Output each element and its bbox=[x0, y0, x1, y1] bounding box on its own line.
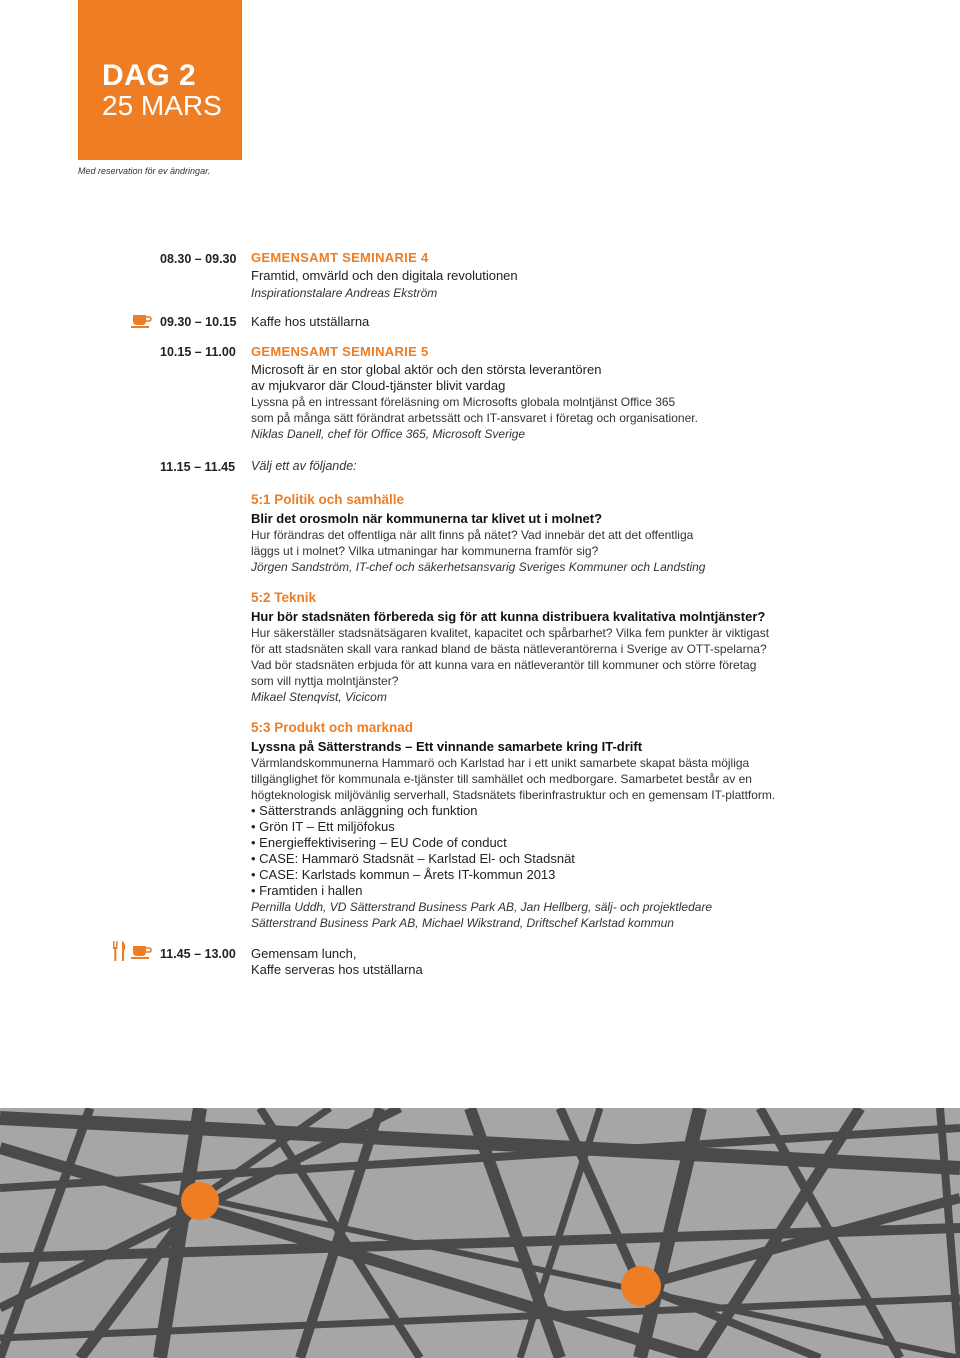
track-5-2-desc-1: Hur säkerställer stadsnätsägaren kvalitet, kapacitet och spårbarhet? Vilka fem punkter är viktigast bbox=[251, 626, 770, 640]
track-5-3-question: Lyssna på Sätterstrands – Ett vinnande samarbete kring IT-drift bbox=[251, 739, 643, 754]
track-5-1-desc-1: Hur förändras det offentliga när allt finns på nätet? Vad innebär det att det offentliga bbox=[251, 528, 694, 542]
track-5-3-speaker-1: Pernilla Uddh, VD Sätterstrand Business Park AB, Jan Hellberg, sälj- och projektledare bbox=[251, 900, 713, 914]
track-5-3-desc-3: högteknologisk miljövänlig serverhall, Stadsnätets fiberinfrastruktur och en gemensam IT-plattform. bbox=[251, 788, 776, 802]
track-5-3-desc-2: tillgänglighet för kommunala e-tjänster till samhället och medborgare. Samarbetet består av en bbox=[251, 772, 752, 786]
day-date: 25 MARS bbox=[102, 90, 222, 121]
track-5-1-question: Blir det orosmoln när kommunerna tar klivet ut i molnet? bbox=[251, 511, 603, 526]
track-5-1-speaker: Jörgen Sandström, IT-chef och säkerhetsansvarig Sveriges Kommuner och Landsting bbox=[251, 560, 706, 574]
lunch-text-1: Gemensam lunch, bbox=[251, 946, 357, 961]
choose-text: Välj ett av följande: bbox=[251, 459, 357, 473]
time-s4: 08.30 – 09.30 bbox=[160, 252, 237, 266]
track-5-2-desc-4: som vill nyttja molntjänster? bbox=[251, 674, 399, 688]
reservation-note: Med reservation för ev ändringar. bbox=[78, 166, 211, 176]
track-5-2-question: Hur bör stadsnäten förbereda sig för att kunna distribuera kvalitativa molntjänster? bbox=[251, 609, 766, 624]
choose-one bbox=[251, 458, 931, 474]
day-header-box bbox=[78, 0, 242, 160]
track-5-3-bullet: • Framtiden i hallen bbox=[251, 883, 363, 898]
track-5-3-bullet: • CASE: Hammarö Stadsnät – Karlstad El- och Stadsnät bbox=[251, 851, 575, 866]
track-5-3 bbox=[251, 719, 931, 931]
seminar-4-title: GEMENSAMT SEMINARIE 4 bbox=[251, 250, 429, 265]
lunch-text-2: Kaffe serveras hos utställarna bbox=[251, 962, 423, 977]
seminar-5 bbox=[251, 344, 931, 442]
network-graphic bbox=[0, 1108, 960, 1358]
track-5-1-title: 5:1 Politik och samhälle bbox=[251, 492, 405, 507]
track-5-2 bbox=[251, 589, 931, 705]
track-5-1-desc-2: läggs ut i molnet? Vilka utmaningar har kommunerna framför sig? bbox=[251, 544, 599, 558]
track-5-2-speaker: Mikael Stenqvist, Vicicom bbox=[251, 690, 387, 704]
track-5-3-bullet: • Sätterstrands anläggning och funktion bbox=[251, 803, 478, 818]
coffee-cup-icon bbox=[131, 944, 153, 960]
seminar-5-subtitle-1: Microsoft är en stor global aktör och den största leverantören bbox=[251, 362, 602, 377]
day-title: DAG 2 bbox=[102, 59, 197, 92]
time-choose: 11.15 – 11.45 bbox=[160, 460, 236, 474]
track-5-2-title: 5:2 Teknik bbox=[251, 590, 317, 605]
track-5-3-bullet: • CASE: Karlstads kommun – Årets IT-kommun 2013 bbox=[251, 867, 556, 882]
seminar-5-desc-2: som på många sätt förändrat arbetssätt och IT-ansvaret i företag och organisationer. bbox=[251, 411, 698, 425]
seminar-5-speaker: Niklas Danell, chef för Office 365, Microsoft Sverige bbox=[251, 427, 526, 441]
cutlery-icon bbox=[112, 940, 128, 962]
track-5-2-desc-2: för att stadsnäten skall vara rankad bland de bästa nätleverantörerna i Sverige av OTT-spelarna? bbox=[251, 642, 767, 656]
track-5-3-speaker-2: Sätterstrand Business Park AB, Michael Wikstrand, Driftschef Karlstad kommun bbox=[251, 916, 674, 930]
track-5-2-desc-3: Vad bör stadsnäten erbjuda för att kunna vara en nätleverantör till kommuner och större företag bbox=[251, 658, 757, 672]
seminar-5-title: GEMENSAMT SEMINARIE 5 bbox=[251, 344, 429, 359]
seminar-4-subtitle: Framtid, omvärld och den digitala revolutionen bbox=[251, 268, 518, 283]
seminar-5-subtitle-2: av mjukvaror där Cloud-tjänster blivit vardag bbox=[251, 378, 506, 393]
track-5-3-title: 5:3 Produkt och marknad bbox=[251, 720, 414, 735]
track-5-3-bullet: • Grön IT – Ett miljöfokus bbox=[251, 819, 395, 834]
track-5-3-desc-1: Värmlandskommunerna Hammarö och Karlstad har i ett unikt samarbete skapat bästa möjliga bbox=[251, 756, 750, 770]
coffee-break bbox=[251, 314, 931, 330]
time-lunch: 11.45 – 13.00 bbox=[160, 947, 236, 961]
coffee-text: Kaffe hos utställarna bbox=[251, 314, 370, 329]
lunch bbox=[251, 946, 931, 978]
seminar-4-speaker: Inspirationstalare Andreas Ekström bbox=[251, 286, 438, 300]
coffee-cup-icon bbox=[131, 313, 153, 329]
track-5-3-bullet: • Energieffektivisering – EU Code of conduct bbox=[251, 835, 507, 850]
seminar-4 bbox=[251, 250, 931, 301]
seminar-5-desc-1: Lyssna på en intressant föreläsning om Microsofts globala molntjänst Office 365 bbox=[251, 395, 676, 409]
time-coffee: 09.30 – 10.15 bbox=[160, 315, 237, 329]
track-5-1 bbox=[251, 491, 931, 575]
time-s5: 10.15 – 11.00 bbox=[160, 345, 236, 359]
